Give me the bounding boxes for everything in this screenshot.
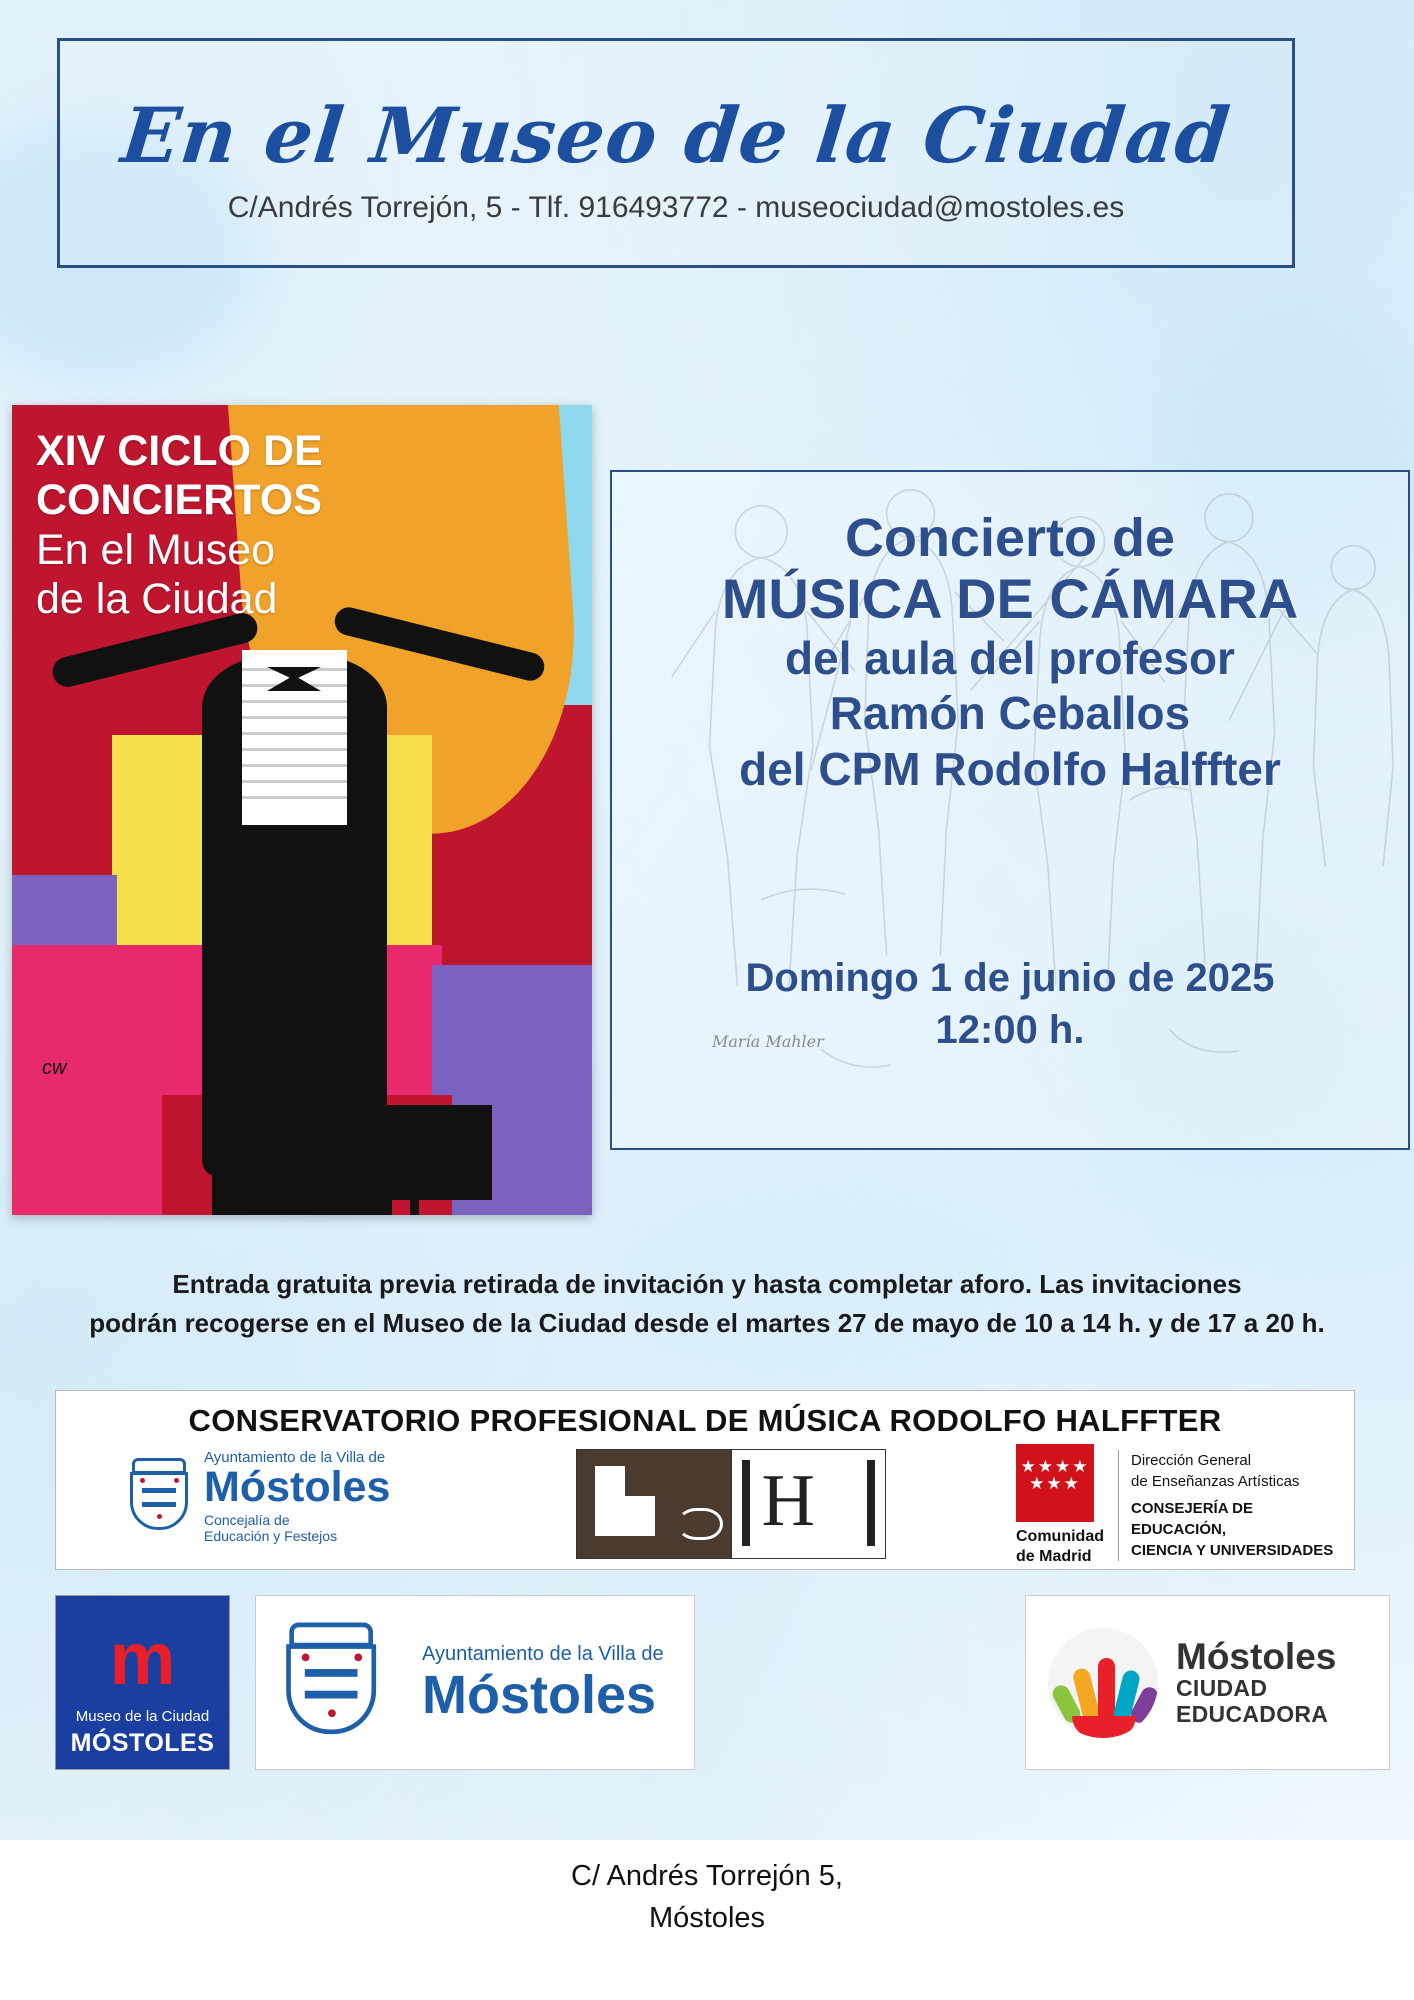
ticket-info-note bbox=[12, 1265, 1402, 1343]
caption-line-1: C/ Andrés Torrejón 5, bbox=[571, 1860, 843, 1892]
sponsor-ayto-dept2: Educación y Festejos bbox=[204, 1528, 338, 1544]
caption-line-2: Móstoles bbox=[648, 1902, 766, 1935]
sponsor-ayto-name: Móstoles bbox=[204, 1463, 391, 1511]
colorful-hand-icon bbox=[1048, 1628, 1158, 1738]
mostoles-crest-icon bbox=[126, 1458, 192, 1536]
educadora-big: Móstoles bbox=[1176, 1635, 1337, 1677]
madrid-dept-1: Dirección General bbox=[1131, 1451, 1252, 1469]
sponsor-logo-comunidad-madrid bbox=[1016, 1449, 1346, 1565]
madrid-dept-2: de Enseñanzas Artísticas bbox=[1131, 1472, 1300, 1490]
ayto-big-text: Móstoles bbox=[422, 1665, 657, 1725]
museo-line-2: MÓSTOLES bbox=[70, 1729, 215, 1757]
logo-museo-de-la-ciudad bbox=[55, 1595, 230, 1770]
concert-series-cover-image bbox=[12, 405, 592, 1215]
concert-line-4: Ramón Ceballos bbox=[829, 687, 1191, 740]
sponsor-logo-ayuntamiento-mostoles bbox=[126, 1449, 456, 1561]
educadora-sub-1: CIUDAD bbox=[1176, 1674, 1268, 1701]
podium-base bbox=[212, 1175, 392, 1215]
note-line-2: podrán recogerse en el Museo de la Ciudad desde el martes 27 de mayo de 10 a 14 h. y de 17 a 20 h. bbox=[89, 1308, 1325, 1338]
sponsor-bar bbox=[55, 1390, 1355, 1570]
logo-mostoles-ciudad-educadora bbox=[1025, 1595, 1390, 1770]
header-contact-line: C/Andrés Torrejón, 5 - Tlf. 916493772 - museociudad@mostoles.es bbox=[227, 191, 1125, 224]
cover-line-4: de la Ciudad bbox=[36, 575, 278, 624]
concert-line-5: del CPM Rodolfo Halffter bbox=[739, 742, 1281, 795]
header-box bbox=[57, 38, 1295, 268]
address-caption bbox=[0, 1855, 1414, 1939]
note-line-1: Entrada gratuita previa retirada de invitación y hasta completar aforo. Las invitaciones bbox=[172, 1269, 1242, 1299]
educadora-sub-2: EDUCADORA bbox=[1176, 1701, 1329, 1727]
madrid-department-block bbox=[1118, 1450, 1346, 1561]
rh-mark-left bbox=[577, 1450, 731, 1558]
museo-line-1: Museo de la Ciudad bbox=[75, 1708, 210, 1725]
madrid-name-1: Comunidad bbox=[1016, 1527, 1104, 1545]
concert-line-3: del aula del profesor bbox=[785, 632, 1235, 685]
concert-line-2: MÚSICA DE CÁMARA bbox=[721, 567, 1299, 631]
concert-title-block bbox=[612, 508, 1408, 797]
madrid-name-2: de Madrid bbox=[1016, 1547, 1092, 1565]
sponsor-logo-rodolfo-halffter bbox=[576, 1449, 886, 1559]
concert-time: 12:00 h. bbox=[935, 1008, 1085, 1052]
page-title: En el Museo de la Ciudad bbox=[117, 91, 1235, 180]
sponsor-ayto-pre: Ayuntamiento de la Villa de bbox=[204, 1449, 386, 1466]
rh-mark-right bbox=[731, 1450, 886, 1558]
museo-m-icon: m bbox=[109, 1617, 176, 1700]
music-stand-pole bbox=[410, 1195, 419, 1215]
logo-ayuntamiento-mostoles bbox=[255, 1595, 695, 1770]
sponsor-ayto-dept1: Concejalía de bbox=[204, 1512, 290, 1528]
cover-line-3: En el Museo bbox=[36, 525, 276, 574]
concert-line-1: Concierto de bbox=[844, 508, 1176, 568]
cover-artist-signature: cw bbox=[42, 1057, 67, 1079]
cover-line-1: XIV CICLO DE bbox=[36, 427, 323, 475]
ayto-small-text: Ayuntamiento de la Villa de bbox=[422, 1643, 664, 1665]
educadora-text bbox=[1176, 1635, 1337, 1728]
rh-letter-h: H bbox=[761, 1460, 815, 1542]
cover-title-text bbox=[36, 427, 436, 625]
concert-date: Domingo 1 de junio de 2025 bbox=[745, 956, 1275, 1000]
bottom-logo-row bbox=[55, 1585, 1355, 1770]
madrid-flag-icon: ★★★★ ★★★ bbox=[1016, 1444, 1094, 1522]
conservatory-name: CONSERVATORIO PROFESIONAL DE MÚSICA RODOLFO HALFFTER bbox=[188, 1403, 1222, 1438]
madrid-dept-4: CIENCIA Y UNIVERSIDADES bbox=[1131, 1541, 1334, 1559]
cover-line-2: CONCIERTOS bbox=[36, 476, 322, 525]
madrid-dept-3: CONSEJERÍA DE EDUCACIÓN, bbox=[1131, 1499, 1253, 1538]
sketch-signature: María Mahler bbox=[712, 1032, 824, 1051]
mostoles-crest-icon bbox=[280, 1622, 382, 1743]
concert-info-box bbox=[610, 470, 1410, 1150]
